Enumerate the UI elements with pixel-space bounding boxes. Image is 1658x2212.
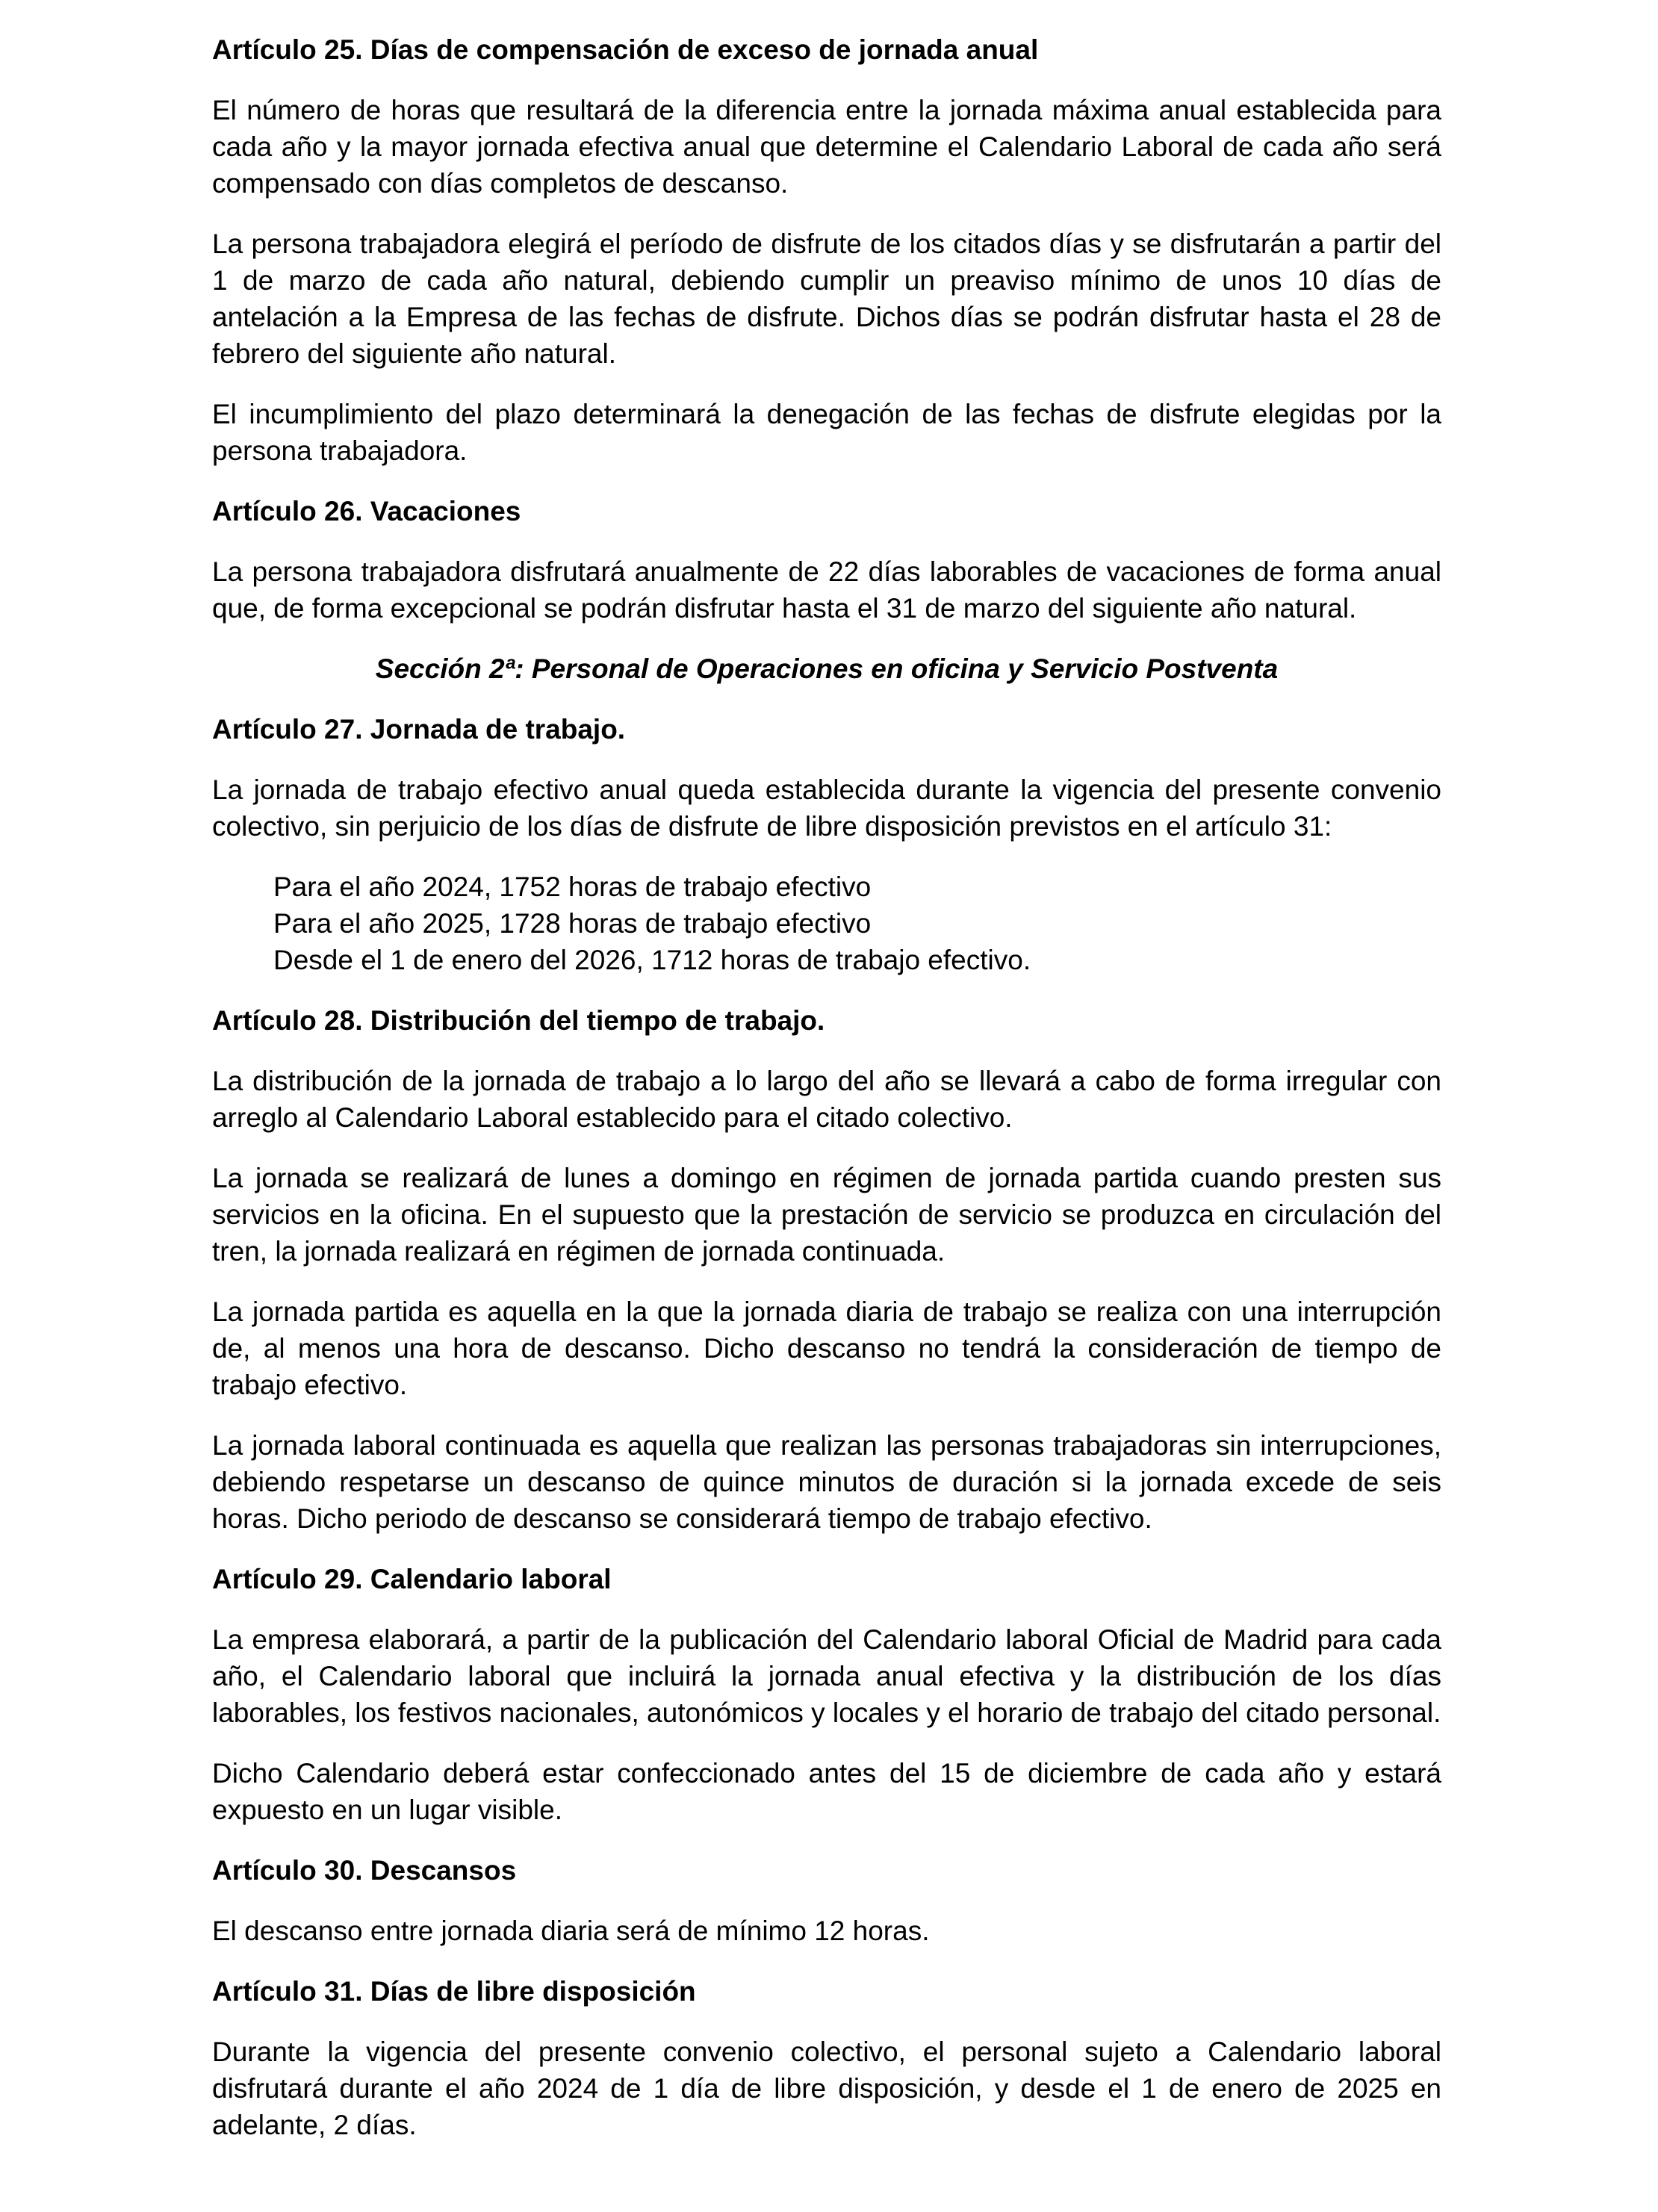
article-30-heading: Artículo 30. Descansos xyxy=(212,1855,517,1886)
article-28-paragraph-2: La jornada se realizará de lunes a domingo en régimen de jornada partida cuando presten sus servicios en la oficina. En el supuesto que la prestación de servicio se produzca en circulación del tren, la jornada realizará en régimen de jornada continuada. xyxy=(212,1163,1441,1267)
article-26 xyxy=(212,493,1441,627)
article-29-paragraph-2: Dicho Calendario deberá estar confeccionado antes del 15 de diciembre de cada año y estará expuesto en un lugar visible. xyxy=(212,1758,1441,1825)
annual-hours-item-2025: Para el año 2025, 1728 horas de trabajo efectivo xyxy=(273,908,872,939)
article-26-paragraph-1: La persona trabajadora disfrutará anualmente de 22 días laborables de vacaciones de forma anual que, de forma excepcional se podrán disfrutar hasta el 31 de marzo del siguiente año natural. xyxy=(212,556,1441,624)
article-26-heading: Artículo 26. Vacaciones xyxy=(212,496,521,526)
article-31-paragraph-1: Durante la vigencia del presente convenio colectivo, el personal sujeto a Calendario laboral disfrutará durante el año 2024 de 1 día de libre disposición, y desde el 1 de enero de 2025 en adelante, 2 días. xyxy=(212,2037,1441,2140)
section-2-heading: Sección 2ª: Personal de Operaciones en oficina y Servicio Postventa xyxy=(375,653,1279,684)
article-28-paragraph-1: La distribución de la jornada de trabajo a lo largo del año se llevará a cabo de forma irregular con arreglo al Calendario Laboral establecido para el citado colectivo. xyxy=(212,1066,1441,1133)
annual-hours-item-2024: Para el año 2024, 1752 horas de trabajo efectivo xyxy=(273,872,872,902)
article-31-heading: Artículo 31. Días de libre disposición xyxy=(212,1976,696,2007)
article-25 xyxy=(212,31,1441,469)
article-30 xyxy=(212,1852,1441,1949)
article-27 xyxy=(212,711,1441,978)
article-28-paragraph-4: La jornada laboral continuada es aquella que realizan las personas trabajadoras sin interrupciones, debiendo respetarse un descanso de quince minutos de duración si la jornada excede de seis horas. Dicho periodo de descanso se considerará tiempo de trabajo efectivo. xyxy=(212,1430,1441,1534)
article-25-heading: Artículo 25. Días de compensación de exceso de jornada anual xyxy=(212,34,1039,65)
article-28-heading: Artículo 28. Distribución del tiempo de trabajo. xyxy=(212,1005,825,1036)
article-29-paragraph-1: La empresa elaborará, a partir de la publicación del Calendario laboral Oficial de Madrid para cada año, el Calendario laboral que incluirá la jornada anual efectiva y la distribución de los días laborables, los festivos nacionales, autonómicos y locales y el horario de trabajo del citado personal. xyxy=(212,1624,1441,1728)
article-29-heading: Artículo 29. Calendario laboral xyxy=(212,1564,612,1594)
annual-hours-item-2026: Desde el 1 de enero del 2026, 1712 horas de trabajo efectivo. xyxy=(273,945,1031,975)
annual-hours-list xyxy=(273,869,1441,978)
article-30-paragraph-1: El descanso entre jornada diaria será de mínimo 12 horas. xyxy=(212,1916,930,1946)
article-28-paragraph-3: La jornada partida es aquella en la que la jornada diaria de trabajo se realiza con una interrupción de, al menos una hora de descanso. Dicho descanso no tendrá la consideración de tiempo de trabajo efectivo. xyxy=(212,1296,1441,1400)
article-25-paragraph-2: La persona trabajadora elegirá el período de disfrute de los citados días y se disfrutarán a partir del 1 de marzo de cada año natural, debiendo cumplir un preaviso mínimo de unos 10 días de antelación a la Empresa de las fechas de disfrute. Dichos días se podrán disfrutar hasta el 28 de febrero del siguiente año natural. xyxy=(212,229,1441,369)
article-29 xyxy=(212,1561,1441,1828)
article-27-heading: Artículo 27. Jornada de trabajo. xyxy=(212,714,626,745)
article-25-paragraph-1: El número de horas que resultará de la diferencia entre la jornada máxima anual establecida para cada año y la mayor jornada efectiva anual que determine el Calendario Laboral de cada año será compensado con días completos de descanso. xyxy=(212,95,1441,199)
article-25-paragraph-3: El incumplimiento del plazo determinará la denegación de las fechas de disfrute elegidas por la persona trabajadora. xyxy=(212,399,1441,466)
article-31 xyxy=(212,1973,1441,2143)
article-27-paragraph-1: La jornada de trabajo efectivo anual queda establecida durante la vigencia del presente convenio colectivo, sin perjuicio de los días de disfrute de libre disposición previstos en el artículo 31: xyxy=(212,774,1441,842)
article-28 xyxy=(212,1002,1441,1537)
